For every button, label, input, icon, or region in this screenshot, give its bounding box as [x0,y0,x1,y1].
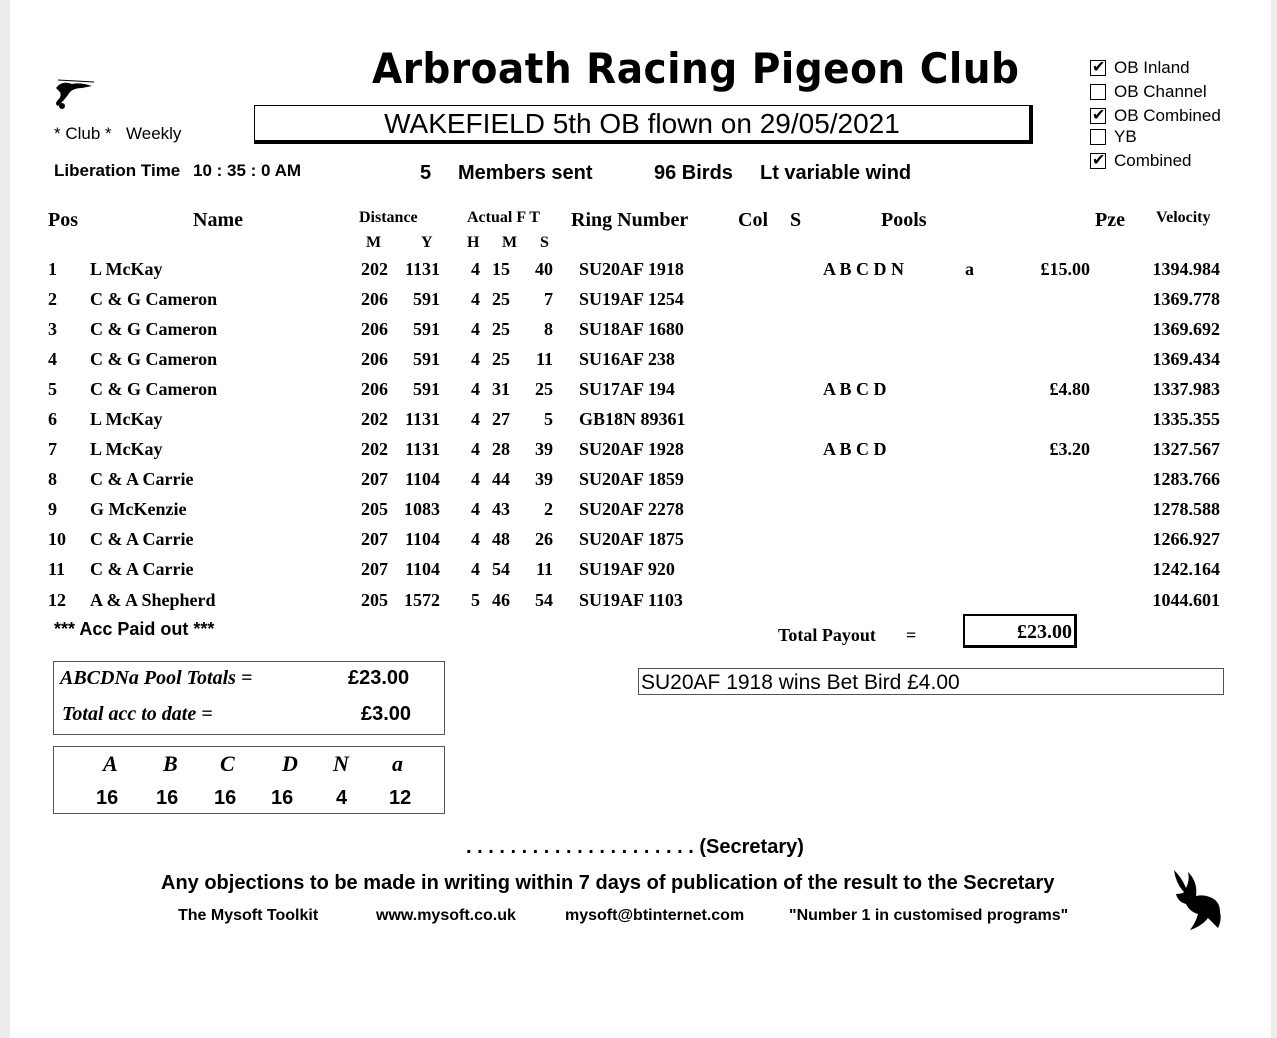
row-velocity: 1369.692 [1152,318,1220,339]
col-minutes: M [502,234,518,251]
row-velocity: 1337.983 [1152,378,1220,399]
row-yards: 1083 [404,499,440,520]
checkbox[interactable] [1090,153,1106,169]
row-yards: 1572 [404,589,440,610]
col-miles: M [366,234,382,251]
row-velocity: 1266.927 [1152,529,1220,550]
row-pool-extra: a [965,258,974,279]
row-yards: 1104 [404,559,440,580]
row-seconds: 39 [535,469,553,490]
row-pool-extra [965,404,1010,434]
pool-count: 16 [96,787,119,809]
pigeon-icon [1168,868,1224,932]
table-row [48,555,1220,585]
row-minutes: 54 [492,559,510,580]
row-ring: SU20AF 1859 [579,469,684,490]
row-pool-extra [965,585,1010,615]
row-prize [1010,555,1090,585]
row-name: G McKenzie [90,499,187,520]
row-yards: 1104 [404,529,440,550]
col-name: Name [193,209,243,231]
race-title: WAKEFIELD 5th OB flown on 29/05/2021 [254,105,1033,144]
row-minutes: 46 [492,589,510,610]
row-ring: GB18N 89361 [579,409,686,430]
total-payout-value: £23.00 [963,614,1077,648]
row-hours: 4 [471,439,480,460]
row-minutes: 25 [492,288,510,309]
row-pools [823,314,965,344]
objections-note: Any objections to be made in writing within 7 days of publication of the result to the Secretary [161,872,1055,894]
row-seconds: 8 [544,318,553,339]
col-col: Col [738,209,768,231]
row-miles: 205 [361,499,388,520]
col-s: S [790,209,802,231]
row-pool-extra [965,344,1010,374]
row-miles: 205 [361,589,388,610]
total-payout-label: Total Payout [778,625,876,645]
liberation-label: Liberation Time [54,161,181,180]
table-row [48,465,1220,495]
row-velocity: 1283.766 [1152,469,1220,490]
row-hours: 4 [471,529,480,550]
table-row [48,374,1220,404]
liberation-time: 10 : 35 : 0 AM [193,161,302,180]
row-velocity: 1394.984 [1152,258,1220,279]
acc-to-date-value: £3.00 [361,703,412,725]
row-prize: £4.80 [1049,378,1090,399]
row-hours: 5 [471,589,480,610]
col-distance: Distance [359,209,418,226]
row-minutes: 25 [492,318,510,339]
row-ring: SU20AF 2278 [579,499,684,520]
option-label: YB [1114,127,1137,146]
table-row [48,284,1220,314]
row-miles: 202 [361,258,388,279]
row-pos: 12 [48,589,66,610]
acc-paid-note: *** Acc Paid out *** [54,619,215,639]
row-yards: 1131 [404,439,440,460]
row-hours: 4 [471,258,480,279]
row-name: C & A Carrie [90,529,194,550]
checkbox[interactable] [1090,60,1106,76]
pool-letter: A [103,751,118,776]
bet-bird-note: SU20AF 1918 wins Bet Bird £4.00 [638,668,1224,695]
row-pos: 8 [48,469,57,490]
pool-totals-value: £23.00 [348,667,410,689]
pool-letter: a [392,751,403,776]
acc-to-date-label: Total acc to date = [62,703,213,725]
row-prize [1010,314,1090,344]
row-seconds: 5 [544,409,553,430]
table-row [48,314,1220,344]
row-pool-extra [965,435,1010,465]
race-frequency: Weekly [126,124,182,143]
row-velocity: 1327.567 [1152,439,1220,460]
members-label: Members sent [458,162,593,184]
results-table [48,254,1220,615]
option-yb[interactable] [1090,127,1137,147]
row-prize [1010,404,1090,434]
row-miles: 202 [361,439,388,460]
page-margin-right [1271,0,1277,1038]
option-ob-combined[interactable] [1090,106,1221,126]
row-miles: 206 [361,378,388,399]
slogan: "Number 1 in customised programs" [789,907,1069,924]
row-yards: 591 [413,288,440,309]
checkbox[interactable] [1090,108,1106,124]
row-pools [823,404,965,434]
row-seconds: 26 [535,529,553,550]
row-pool-extra [965,555,1010,585]
row-seconds: 25 [535,378,553,399]
row-minutes: 15 [492,258,510,279]
row-name: C & G Cameron [90,348,218,369]
pool-letter: B [163,751,178,776]
row-prize [1010,495,1090,525]
row-prize: £15.00 [1040,258,1090,279]
row-pos: 11 [48,559,66,580]
checkbox[interactable] [1090,129,1106,145]
col-velocity: Velocity [1156,209,1211,226]
row-yards: 1131 [404,409,440,430]
pool-totals-label: ABCDNa Pool Totals = [60,667,253,689]
row-prize [1010,344,1090,374]
pool-count: 16 [214,787,237,809]
col-pze: Pze [1095,209,1125,231]
row-ring: SU19AF 920 [579,559,675,580]
row-ring: SU17AF 194 [579,378,675,399]
row-pool-extra [965,525,1010,555]
row-minutes: 48 [492,529,510,550]
row-hours: 4 [471,499,480,520]
table-row [48,585,1220,615]
row-name: C & G Cameron [90,378,218,399]
pool-letter: D [282,751,298,776]
col-pools: Pools [881,209,927,231]
row-minutes: 25 [492,348,510,369]
row-pos: 5 [48,378,57,399]
row-pos: 10 [48,529,66,550]
row-yards: 591 [413,318,440,339]
table-row [48,525,1220,555]
row-pools [823,495,965,525]
row-seconds: 11 [535,348,553,369]
row-seconds: 11 [535,559,553,580]
row-ring: SU20AF 1928 [579,439,684,460]
option-label: OB Combined [1114,106,1221,125]
row-prize [1010,525,1090,555]
row-velocity: 1369.778 [1152,288,1220,309]
col-ring: Ring Number [571,209,689,231]
row-pools: A B C D N [823,258,905,279]
row-name: C & G Cameron [90,288,218,309]
option-label: Combined [1114,151,1192,170]
row-seconds: 40 [535,258,553,279]
wind: Lt variable wind [760,162,912,184]
pool-counts-box [53,746,445,814]
birds-count: 96 Birds [654,162,733,184]
row-ring: SU16AF 238 [579,348,675,369]
table-row [48,344,1220,374]
row-pool-extra [965,284,1010,314]
row-name: L McKay [90,409,163,430]
secretary-signature-line: . . . . . . . . . . . . . . . . . . . . . (Secretary) [466,836,804,858]
pool-count: 16 [271,787,294,809]
row-yards: 591 [413,378,440,399]
row-velocity: 1044.601 [1152,589,1220,610]
row-hours: 4 [471,288,480,309]
row-seconds: 2 [544,499,553,520]
row-pos: 4 [48,348,57,369]
row-miles: 207 [361,529,388,550]
pool-letter: N [333,751,349,776]
row-hours: 4 [471,348,480,369]
row-hours: 4 [471,469,480,490]
row-name: C & A Carrie [90,559,194,580]
row-prize [1010,284,1090,314]
row-prize: £3.20 [1049,439,1090,460]
row-velocity: 1278.588 [1152,499,1220,520]
row-pool-extra [965,314,1010,344]
row-seconds: 39 [535,439,553,460]
row-miles: 206 [361,318,388,339]
checkbox[interactable] [1090,84,1106,100]
row-pools [823,555,965,585]
table-row [48,254,1220,284]
row-ring: SU18AF 1680 [579,318,684,339]
table-row [48,435,1220,465]
row-pos: 6 [48,409,57,430]
row-minutes: 28 [492,439,510,460]
website-link[interactable]: www.mysoft.co.uk [376,907,516,924]
row-hours: 4 [471,318,480,339]
row-seconds: 7 [544,288,553,309]
pool-letter: C [220,751,235,776]
row-pools [823,525,965,555]
col-yards: Y [421,234,433,251]
row-pools: A B C D [823,378,887,399]
row-miles: 207 [361,559,388,580]
row-name: L McKay [90,258,163,279]
row-pools [823,284,965,314]
row-miles: 202 [361,409,388,430]
option-ob-inland[interactable] [1090,58,1190,78]
col-hours: H [467,234,480,251]
row-pool-extra [965,374,1010,404]
row-minutes: 44 [492,469,510,490]
option-combined[interactable] [1090,151,1192,171]
col-pos: Pos [48,209,78,231]
row-name: L McKay [90,439,163,460]
row-pos: 1 [48,258,57,279]
club-title: Arbroath Racing Pigeon Club [372,44,1020,93]
table-row [48,495,1220,525]
row-pos: 9 [48,499,57,520]
row-seconds: 54 [535,589,553,610]
club-logo-icon [52,76,98,116]
row-velocity: 1335.355 [1152,409,1220,430]
option-label: OB Inland [1114,58,1190,77]
club-type: * Club * [54,124,112,143]
toolkit-name: The Mysoft Toolkit [178,907,319,924]
row-pools [823,585,965,615]
members-count: 5 [420,162,432,184]
row-name: C & G Cameron [90,318,218,339]
row-pools [823,465,965,495]
row-yards: 591 [413,348,440,369]
col-seconds: S [540,234,549,251]
row-miles: 206 [361,348,388,369]
total-payout-equals: = [906,625,917,645]
pool-count: 16 [156,787,179,809]
row-pools [823,344,965,374]
row-hours: 4 [471,378,480,399]
option-ob-channel[interactable] [1090,82,1207,102]
row-minutes: 43 [492,499,510,520]
row-ring: SU19AF 1103 [579,589,683,610]
pool-totals-box [53,661,445,735]
pool-count: 4 [336,787,348,809]
row-pool-extra [965,465,1010,495]
row-miles: 207 [361,469,388,490]
row-velocity: 1242.164 [1152,559,1220,580]
page-margin-left [0,0,10,1038]
row-ring: SU20AF 1918 [579,258,684,279]
row-ring: SU19AF 1254 [579,288,684,309]
row-pos: 3 [48,318,57,339]
row-prize [1010,585,1090,615]
row-name: C & A Carrie [90,469,194,490]
row-hours: 4 [471,559,480,580]
option-label: OB Channel [1114,82,1207,101]
row-miles: 206 [361,288,388,309]
table-row [48,404,1220,434]
row-prize [1010,465,1090,495]
row-ring: SU20AF 1875 [579,529,684,550]
row-yards: 1131 [404,258,440,279]
email-link[interactable]: mysoft@btinternet.com [565,907,745,924]
row-velocity: 1369.434 [1152,348,1220,369]
col-actual: Actual F T [467,209,540,226]
row-pool-extra [965,495,1010,525]
row-pos: 2 [48,288,57,309]
row-name: A & A Shepherd [90,589,216,610]
row-hours: 4 [471,409,480,430]
row-pos: 7 [48,439,57,460]
pool-count: 12 [389,787,412,809]
row-pools: A B C D [823,439,887,460]
row-minutes: 27 [492,409,510,430]
row-yards: 1104 [404,469,440,490]
row-minutes: 31 [492,378,510,399]
